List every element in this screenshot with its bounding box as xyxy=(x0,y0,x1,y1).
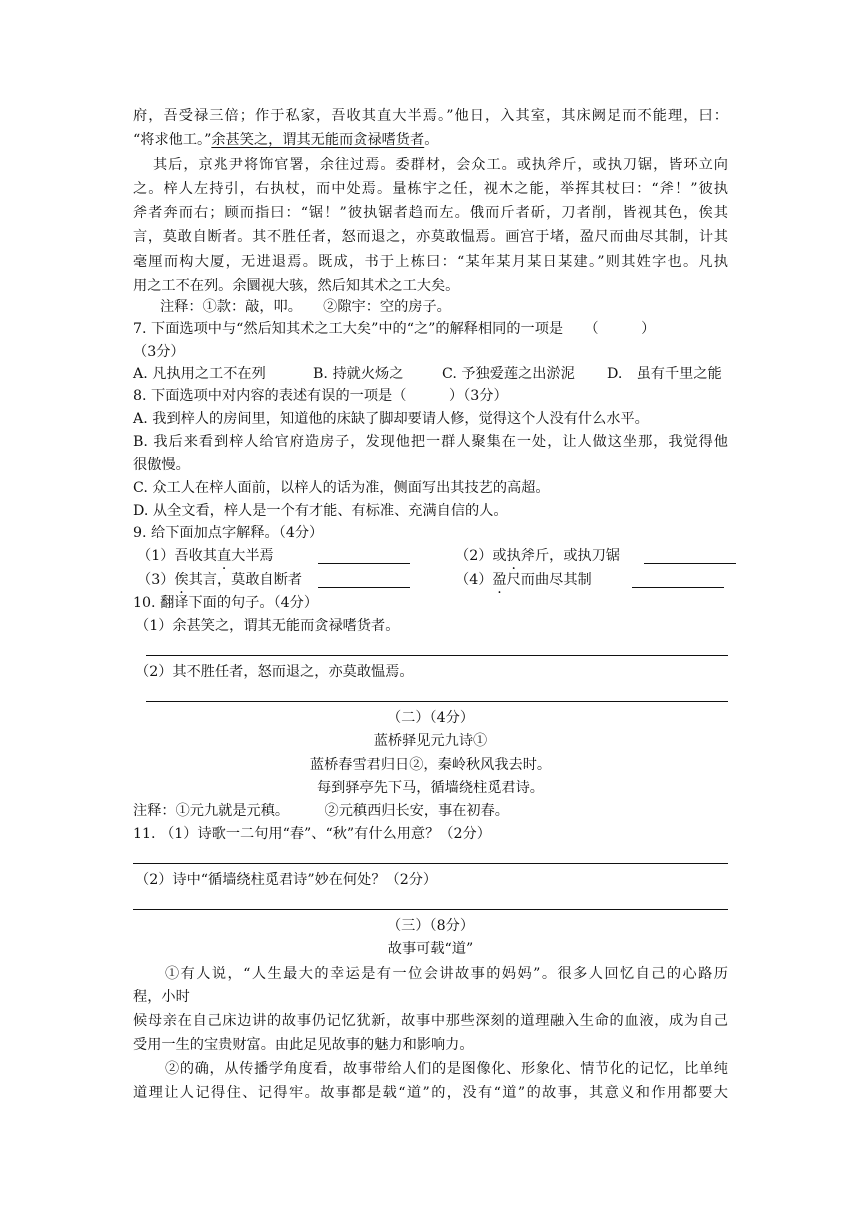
q9-item-4-text-end: 尺而曲尽其制 xyxy=(506,572,592,588)
q7-score: （3分） xyxy=(133,344,185,360)
section-2-heading: （二）（4分） xyxy=(386,710,475,726)
q7-stem: 7. 下面选项中与“然后知其术之工大矣”中的“之”的解释相同的一项是 （ ） xyxy=(133,321,656,337)
q9-dotted-char-2: 执 xyxy=(506,548,521,564)
q9-item-3-text: （3） xyxy=(137,572,175,588)
q11-answer-line-1[interactable] xyxy=(133,863,728,864)
q8-option-d: D. 从全文看，梓人是一个有才能、有标准、充满自信的人。 xyxy=(133,503,508,519)
passage-line-7: 毫厘而构大厦，无进退焉。既成，书于上栋曰：“某年某月某日某建。”则其姓字也。凡执 xyxy=(133,254,728,270)
underlined-sentence: 余甚笑之，谓其无能而贪禄嗜货者 xyxy=(211,132,425,148)
q9-item-4 xyxy=(455,569,724,591)
q10-sentence-1: （1）余甚笑之，谓其无能而贪禄嗜货者。 xyxy=(135,618,400,634)
q7-option-b: B. 持就火炀之 xyxy=(313,366,404,382)
q9-dotted-char-4: 盈 xyxy=(492,572,507,588)
q9-item-1-text: （1）吾收其 xyxy=(137,548,217,564)
passage-line-2 xyxy=(133,129,438,151)
q8-option-c: C. 众工人在梓人面前，以梓人的话为准，侧面写出其技艺的高超。 xyxy=(133,480,550,496)
essay-p1-line-1: ①有人说，“人生最大的幸运是有一位会讲故事的妈妈”。很多人回忆自己的心路历 xyxy=(165,966,728,982)
q7-option-d: D. 虽有千里之能 xyxy=(607,366,722,382)
q9-answer-blank-1[interactable] xyxy=(318,547,410,564)
q11-answer-line-2[interactable] xyxy=(133,909,728,910)
passage-quote: “将求他工。” xyxy=(133,132,212,148)
essay-p1-line-2: 程，小时 xyxy=(133,989,190,1005)
q7-option-c: C. 予独爱莲之出淤泥 xyxy=(442,366,575,382)
passage-note: 注释：①款：敲，叩。 ②隙宇：空的房子。 xyxy=(160,299,451,315)
q9-item-4-text: （4） xyxy=(455,572,493,588)
poem-title: 蓝桥驿见元九诗① xyxy=(373,733,488,749)
q10-sentence-2: （2）其不胜任者，怒而退之，亦莫敢愠焉。 xyxy=(135,664,414,680)
poem-note: 注释：①元九就是元稹。 ②元稹西归长安，事在初春。 xyxy=(133,803,509,819)
passage-line-4: 之。梓人左持引，右执杖，而中处焉。量栋宇之任，视木之能，举挥其杖曰：“斧！”彼执 xyxy=(133,181,728,197)
q7-option-a: A. 凡执用之工不在列 xyxy=(133,366,266,382)
passage-line-8: 用之工不在列。余圜视大骇，然后知其术之工大矣。 xyxy=(133,278,460,294)
q9-item-3-text-end: 其言，莫敢自断者 xyxy=(188,572,303,588)
q8-stem: 8. 下面选项中对内容的表述有误的一项是（ ）（3分） xyxy=(133,388,508,404)
q9-item-2 xyxy=(455,545,736,567)
q9-item-2-text-end: 斧斤，或执刀锯 xyxy=(520,548,621,564)
passage-line-1: 府，吾受禄三倍；作于私家，吾收其直大半焉。”他日，入其室，其床阙足而不能理，曰： xyxy=(133,108,728,124)
q9-item-2-text: （2）或 xyxy=(455,548,507,564)
essay-p2-line-1: ②的确，从传播学角度看，故事带给人们的是图像化、形象化、情节化的记忆，比单纯 xyxy=(165,1061,728,1077)
q9-item-1-text-end: 大半焉 xyxy=(231,548,274,564)
essay-title: 故事可载“道” xyxy=(387,941,474,957)
q8-option-a: A. 我到梓人的房间里，知道他的床缺了脚却要请人修，觉得这个人没有什么水平。 xyxy=(133,411,649,427)
q9-answer-blank-2[interactable] xyxy=(644,547,736,564)
q9-dotted-char-1: 直 xyxy=(216,548,232,564)
q11-part-1: 11. （1）诗歌一二句用“春”、“秋”有什么用意？（2分） xyxy=(133,826,491,842)
q9-item-3 xyxy=(137,569,410,591)
q10-answer-line-2[interactable] xyxy=(146,701,728,702)
essay-p1-line-4: 受用一生的宝贵财富。由此足见故事的魅力和影响力。 xyxy=(133,1037,474,1053)
poem-line-2: 每到驿亭先下马，循墙绕柱觅君诗。 xyxy=(316,780,544,796)
q9-item-1 xyxy=(137,545,410,567)
q9-answer-blank-4[interactable] xyxy=(632,571,724,588)
q10-stem: 10. 翻译下面的句子。（4分） xyxy=(133,595,319,611)
q8-option-b-line-2: 很傲慢。 xyxy=(133,457,190,473)
q11-part-2: （2）诗中“循墙绕柱觅君诗”妙在何处？（2分） xyxy=(135,872,438,888)
q10-answer-line-1[interactable] xyxy=(146,655,728,656)
q9-stem: 9. 给下面加点字解释。（4分） xyxy=(133,525,324,541)
section-3-heading: （三）（8分） xyxy=(386,918,475,934)
essay-p1-line-3: 候母亲在自己床边讲的故事仍记忆犹新，故事中那些深刻的道理融入生命的血液，成为自己 xyxy=(133,1013,728,1029)
q8-option-b-line-1: B. 我后来看到梓人给官府造房子，发现他把一群人聚集在一处，让人做这坐那，我觉得他 xyxy=(133,434,728,450)
passage-line-5: 斧者奔而右；顾而指曰：“锯！”彼执锯者趋而左。俄而斤者斫，刀者削，皆视其色，俟其 xyxy=(133,205,728,221)
passage-line-3: 其后，京兆尹将饰官署，余往过焉。委群材，会众工。或执斧斤，或执刀锯，皆环立向 xyxy=(153,157,728,173)
q9-dotted-char-3: 俟 xyxy=(174,572,189,588)
passage-period: 。 xyxy=(424,132,439,148)
passage-line-6: 言，莫敢自断者。其不胜任者，怒而退之，亦莫敢愠焉。画宫于堵，盈尺而曲尽其制，计其 xyxy=(133,229,728,245)
poem-line-1: 蓝桥春雪君归日②，秦岭秋风我去时。 xyxy=(309,757,552,773)
q9-answer-blank-3[interactable] xyxy=(318,571,410,588)
essay-p2-line-2: 道理让人记得住、记得牢。故事都是载“道”的，没有“道”的故事，其意义和作用都要大 xyxy=(133,1085,728,1101)
